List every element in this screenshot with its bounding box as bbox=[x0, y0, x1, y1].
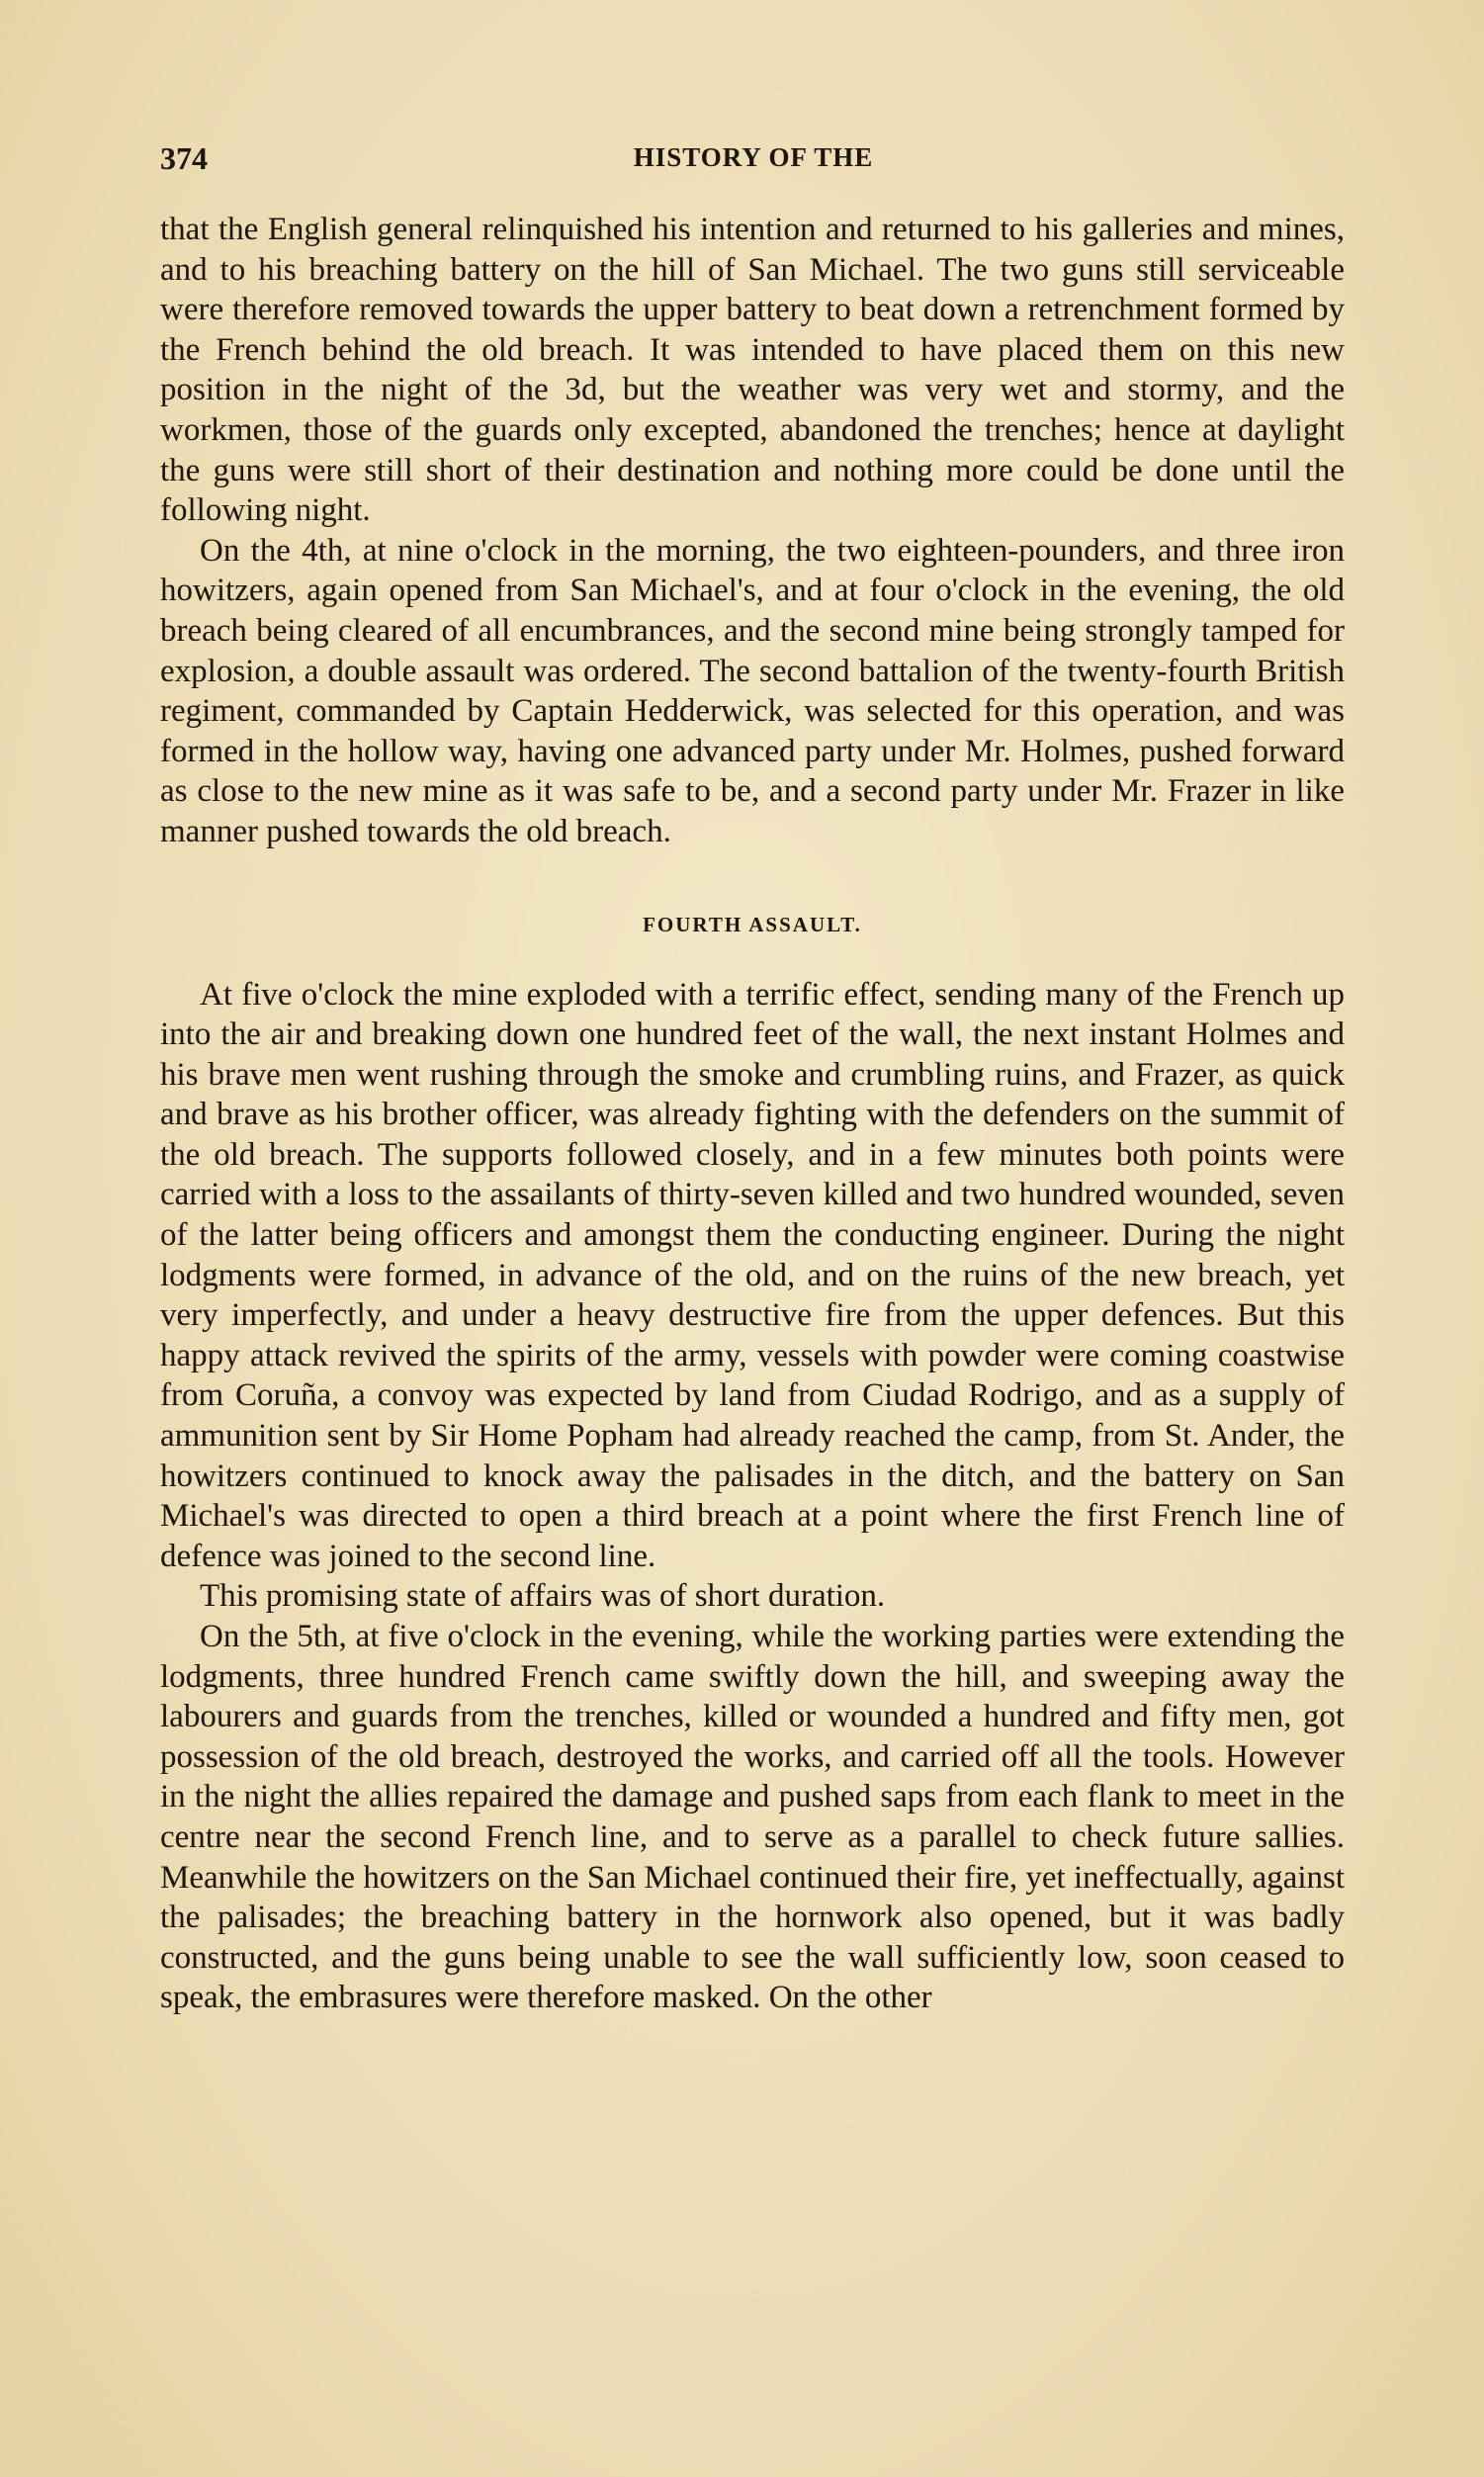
paragraph: On the 5th, at five o'clock in the evening, while the working parties were extending the lodgments, three hundred French came swiftly down the hill, and sweeping away the labourers and guards from the trenches, killed or wounded a hundred and fifty men, got possession of the old breach, destroyed the works, and carried off all the tools. However in the night the allies repaired the damage and pushed saps from each flank to meet in the centre near the second French line, and to serve as a parallel to check future sallies. Meanwhile the howitzers on the San Michael continued their fire, yet ineffectually, against the palisades; the breaching battery in the hornwork also opened, but it was badly constructed, and the guns being unable to see the wall sufficiently low, soon ceased to speak, the embrasures were therefore masked. On the other bbox=[160, 1619, 1345, 2016]
running-head: HISTORY OF THE bbox=[633, 142, 874, 172]
paragraph: At five o'clock the mine exploded with a terrific effect, sending many of the French up into the air and breaking down one hundred feet of the wall, the next instant Holmes and his brave men went rushing through the smoke and crumbling ruins, and Frazer, as quick and brave as his brother officer, was already fighting with the defenders on the summit of the old breach. The supports followed closely, and in a few minutes both points were carried with a loss to the assailants of thirty-seven killed and two hundred wounded, seven of the latter being officers and amongst them the conducting engineer. During the night lodgments were formed, in advance of the old, and on the ruins of the new breach, yet very imperfectly, and under a heavy destructive fire from the upper defences. But this happy attack revived the spirits of the army, vessels with powder were coming coastwise from Coruña, a convoy was expected by land from Ciudad Rodrigo, and as a supply of ammunition sent by Sir Home Popham had already reached the camp, from St. Ander, the howitzers continued to knock away the palisades in the ditch, and the battery on San Michael's was directed to open a third breach at a point where the first French line of defence was joined to the second line. bbox=[160, 976, 1345, 1574]
page-number: 374 bbox=[160, 140, 208, 176]
paragraph: On the 4th, at nine o'clock in the morning, the two eighteen-pounders, and three iron howitzers, again opened from San Michael's, and at four o'clock in the evening, the old breach being cleared of all encumbrances, and the second mine being strongly tamped for explosion, a double assault was ordered. The second battalion of the twenty-fourth British regiment, commanded by Captain Hedderwick, was selected for this operation, and was formed in the hollow way, having one advanced party under Mr. Holmes, pushed forward as close to the new mine as it was safe to be, and a second party under Mr. Frazer in like manner pushed towards the old breach. bbox=[160, 532, 1345, 849]
section-heading: FOURTH ASSAULT. bbox=[643, 912, 862, 936]
page-body bbox=[160, 210, 1345, 2018]
paragraph: This promising state of affairs was of short duration. bbox=[200, 1578, 886, 1615]
page-header bbox=[160, 140, 1347, 184]
paragraph: that the English general relinquished his intention and returned to his galleries and mines, and to his breaching battery on the hill of San Michael. The two guns still serviceable were therefore removed towards the upper battery to beat down a retrenchment formed by the French behind the old breach. It was intended to have placed them on this new position in the night of the 3d, but the weather was very wet and stormy, and the workmen, those of the guards only excepted, abandoned the trenches; hence at daylight the guns were still short of their destination and nothing more could be done until the following night. bbox=[160, 212, 1345, 529]
